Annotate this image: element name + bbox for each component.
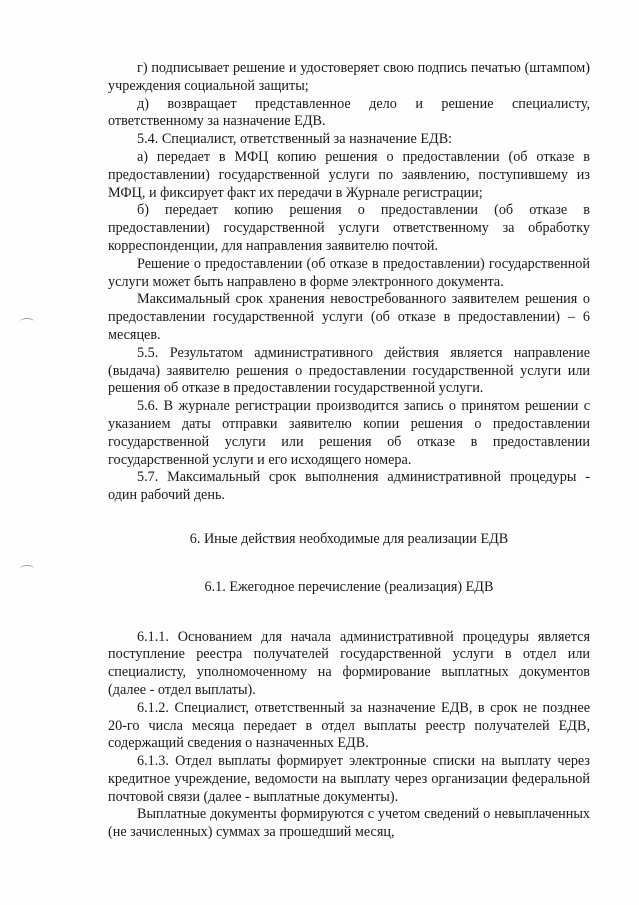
paragraph: а) передает в МФЦ копию решения о предоставлении (об отказе в предоставлении) государственной услуги по заявлению, поступившему из МФЦ, и фиксирует факт их передачи в Журнале регистрации; <box>108 148 590 201</box>
scan-margin-mark <box>20 318 34 325</box>
paragraph: Максимальный срок хранения невостребованного заявителем решения о предоставлении государственной услуги (об отказе в предоставлении) – 6 месяцев. <box>108 291 590 343</box>
paragraph: 5.6. В журнале регистрации производится запись о принятом решении с указанием даты отправки заявителю копии решения о предоставлении государственной услуги или решения об отказе в предоставлении государственной услуги и его исходящего номера. <box>108 398 590 468</box>
paragraph: 5.4. Специалист, ответственный за назначение ЕДВ: <box>137 131 453 148</box>
paragraph: Решение о предоставлении (об отказе в предоставлении) государственной услуги может быть направлено в форме электронного документа. <box>108 255 590 290</box>
document-body <box>108 60 590 842</box>
paragraph: Выплатные документы формируются с учетом сведений о невыплаченных (не зачисленных) суммах за прошедший месяц, <box>108 806 590 841</box>
paragraph: 6.1.2. Специалист, ответственный за назначение ЕДВ, в срок не позднее 20-го числа месяца передает в отдел выплаты реестр получателей ЕДВ, содержащий сведения о назначенных ЕДВ. <box>108 699 590 752</box>
paragraph: 6.1.1. Основанием для начала административной процедуры является поступление реестра получателей государственной услуги в отдел или специалисту, уполномоченному на формирование выплатных документов (далее - отдел выплаты). <box>108 628 590 698</box>
paragraph: б) передает копию решения о предоставлении (об отказе в предоставлении) государственной услуги ответственному за обработку корреспонденции, для направления заявителю почтой. <box>108 202 590 254</box>
paragraph: 5.7. Максимальный срок выполнения административной процедуры - один рабочий день. <box>108 469 590 504</box>
scan-margin-mark <box>20 565 34 572</box>
paragraph: д) возвращает представленное дело и решение специалисту, ответственному за назначение ЕДВ. <box>108 95 590 130</box>
subsection-heading: 6.1. Ежегодное перечисление (реализация) ЕДВ <box>204 578 494 595</box>
paragraph: 5.5. Результатом административного действия является направление (выдача) заявителю решения о предоставлении государственной услуги или решения об отказе в предоставлении государственной услуги. <box>108 344 590 397</box>
section-heading: 6. Иные действия необходимые для реализации ЕДВ <box>189 530 509 547</box>
paragraph: г) подписывает решение и удостоверяет свою подпись печатью (штампом) учреждения социальной защиты; <box>108 60 590 94</box>
paragraph: 6.1.3. Отдел выплаты формирует электронные списки на выплату через кредитное учреждение, ведомости на выплату через организации федеральной почтовой связи (далее - выплатные документы). <box>108 753 590 805</box>
